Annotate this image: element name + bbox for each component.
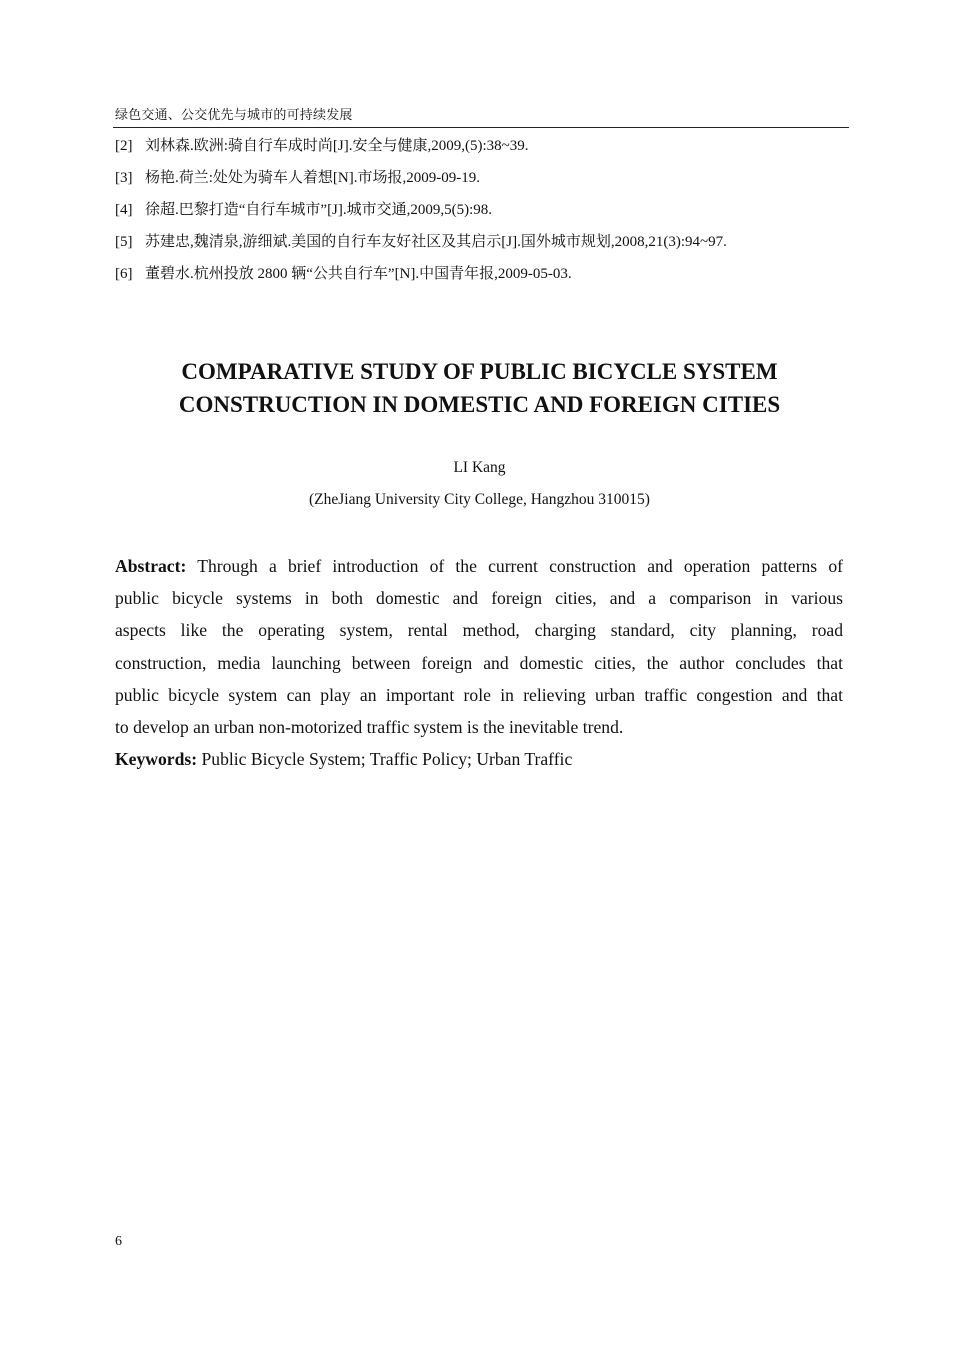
reference-text: 董碧水.杭州投放 2800 辆“公共自行车”[N].中国青年报,2009-05-03. (145, 266, 572, 282)
reference-item (115, 200, 850, 232)
abstract-line: public bicycle systems in both domestic and foreign cities, and a comparison in various (115, 588, 843, 609)
keywords-label: Keywords: (115, 749, 198, 769)
author-name: LI Kang (453, 459, 506, 476)
paper-title (60, 355, 899, 421)
header-rule (113, 127, 849, 128)
abstract-label: Abstract: (115, 556, 187, 576)
reference-list (115, 136, 850, 296)
abstract-line: to develop an urban non-motorized traffic system is the inevitable trend. (115, 717, 624, 738)
reference-number: [4] (115, 202, 133, 218)
reference-number: [3] (115, 170, 133, 186)
reference-number: [5] (115, 234, 133, 250)
abstract-line: public bicycle system can play an important role in relieving urban traffic congestion and that (115, 684, 843, 705)
reference-item (115, 232, 850, 264)
paper-title-line-2: CONSTRUCTION IN DOMESTIC AND FOREIGN CITIES (178, 392, 781, 417)
reference-number: [6] (115, 266, 133, 282)
reference-item (115, 168, 850, 200)
reference-item (115, 264, 850, 296)
abstract-line: aspects like the operating system, rental method, charging standard, city planning, road (115, 620, 843, 641)
abstract-line: construction, media launching between foreign and domestic cities, the author concludes that (115, 652, 843, 673)
abstract (115, 550, 843, 743)
reference-text: 徐超.巴黎打造“自行车城市”[J].城市交通,2009,5(5):98. (145, 202, 493, 218)
abstract-text: Through a brief introduction of the current construction and operation patterns of (197, 556, 843, 576)
paper-title-line-1: COMPARATIVE STUDY OF PUBLIC BICYCLE SYSTEM (181, 359, 778, 384)
keywords-text: Public Bicycle System; Traffic Policy; Urban Traffic (201, 749, 573, 769)
reference-text: 苏建忠,魏清泉,游细斌.美国的自行车友好社区及其启示[J].国外城市规划,2008,21(3):94~97. (145, 234, 727, 250)
author-affiliation: (ZheJiang University City College, Hangzhou 310015) (309, 491, 650, 508)
reference-text: 杨艳.荷兰:处处为骑车人着想[N].市场报,2009-09-19. (145, 170, 480, 186)
page-number: 6 (115, 1234, 122, 1249)
reference-item (115, 136, 850, 168)
reference-number: [2] (115, 138, 133, 154)
running-header: 绿色交通、公交优先与城市的可持续发展 (115, 108, 353, 123)
abstract-line (115, 550, 843, 582)
reference-text: 刘林森.欧洲:骑自行车成时尚[J].安全与健康,2009,(5):38~39. (145, 138, 529, 154)
keywords (115, 743, 843, 775)
